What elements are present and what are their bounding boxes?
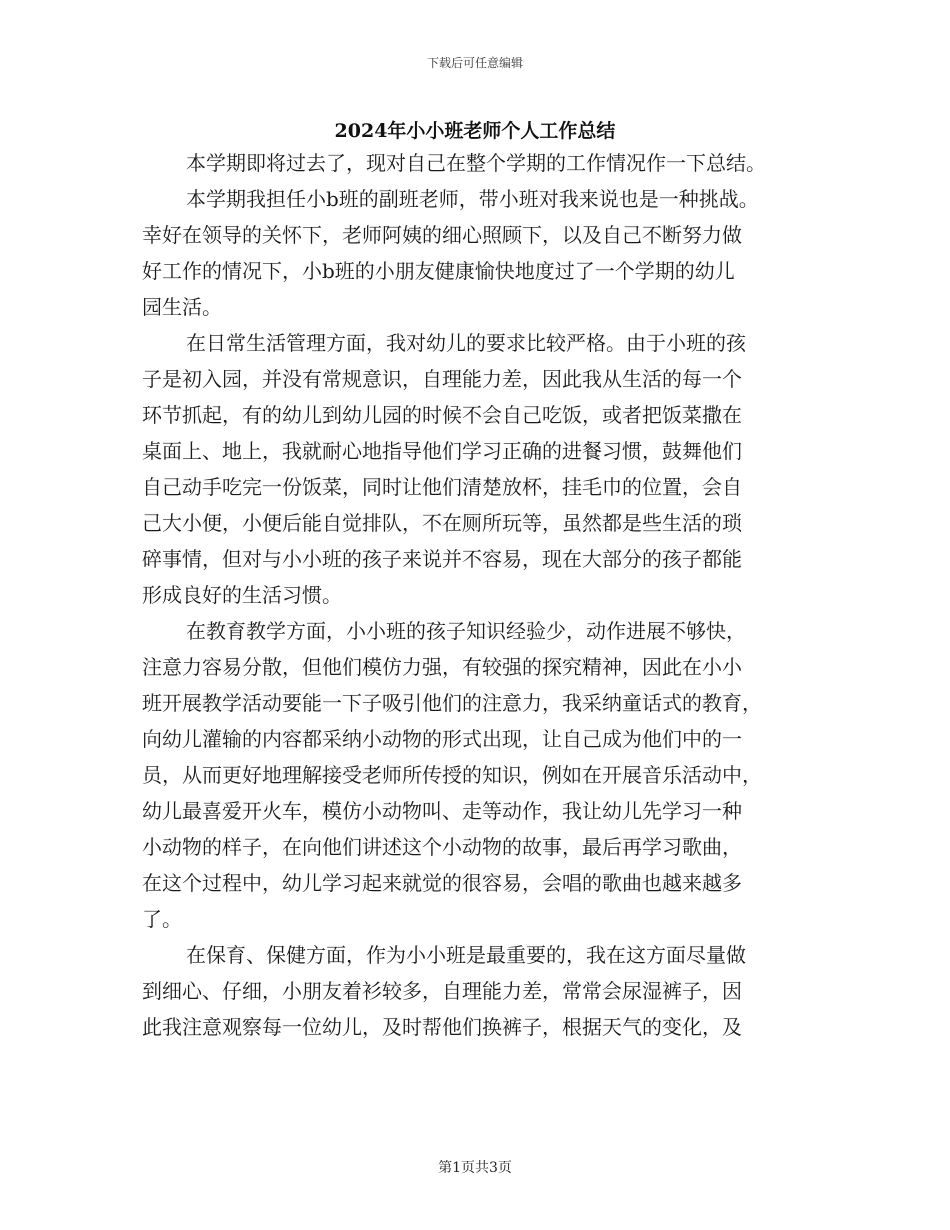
header-note: 下载后可任意编辑 bbox=[426, 56, 523, 70]
body-line: 幼儿最喜爱开火车，模仿小动物叫、走等动作，我让幼儿先学习一种 bbox=[142, 799, 742, 823]
body-line: 本学期即将过去了，现对自己在整个学期的工作情况作一下总结。 bbox=[186, 151, 766, 175]
body-line: 形成良好的生活习惯。 bbox=[142, 583, 342, 607]
body-line: 在教育教学方面，小小班的孩子知识经验少，动作进展不够快， bbox=[186, 619, 746, 643]
document-title: 2024年小小班老师个人工作总结 bbox=[334, 120, 616, 142]
body-line: 注意力容易分散，但他们模仿力强，有较强的探究精神，因此在小小 bbox=[142, 655, 742, 679]
body-line: 子是初入园，并没有常规意识，自理能力差，因此我从生活的每一个 bbox=[142, 367, 742, 391]
body-line: 己大小便，小便后能自觉排队，不在厕所玩等，虽然都是些生活的琐 bbox=[142, 511, 742, 535]
body-line: 在日常生活管理方面，我对幼儿的要求比较严格。由于小班的孩 bbox=[186, 331, 746, 355]
body-line: 到细心、仔细，小朋友着衫较多，自理能力差，常常会尿湿裤子，因 bbox=[142, 979, 742, 1003]
body-line: 在保育、保健方面，作为小小班是最重要的，我在这方面尽量做 bbox=[186, 943, 746, 967]
body-line: 幸好在领导的关怀下，老师阿姨的细心照顾下，以及自己不断努力做 bbox=[142, 223, 742, 247]
body-line: 在这个过程中，幼儿学习起来就觉的很容易，会唱的歌曲也越来越多 bbox=[142, 871, 742, 895]
body-line: 班开展教学活动要能一下子吸引他们的注意力，我采纳童话式的教育， bbox=[142, 691, 762, 715]
body-line: 自己动手吃完一份饭菜，同时让他们清楚放杯，挂毛巾的位置，会自 bbox=[142, 475, 742, 499]
page-footer: 第1页共3页 bbox=[438, 1160, 512, 1176]
body-line: 碎事情，但对与小小班的孩子来说并不容易，现在大部分的孩子都能 bbox=[142, 547, 742, 571]
body-line: 桌面上、地上，我就耐心地指导他们学习正确的进餐习惯，鼓舞他们 bbox=[142, 439, 742, 463]
body-line: 此我注意观察每一位幼儿，及时帮他们换裤子，根据天气的变化，及 bbox=[142, 1015, 742, 1039]
body-line: 了。 bbox=[142, 907, 182, 931]
body-line: 好工作的情况下，小b班的小朋友健康愉快地度过了一个学期的幼儿 bbox=[142, 259, 735, 283]
body-line: 园生活。 bbox=[142, 295, 222, 319]
document-body bbox=[142, 145, 812, 1045]
body-line: 小动物的样子，在向他们讲述这个小动物的故事，最后再学习歌曲， bbox=[142, 835, 742, 859]
body-line: 向幼儿灌输的内容都采纳小动物的形式出现，让自己成为他们中的一 bbox=[142, 727, 742, 751]
body-line: 环节抓起，有的幼儿到幼儿园的时候不会自己吃饭，或者把饭菜撒在 bbox=[142, 403, 742, 427]
body-line: 员，从而更好地理解接受老师所传授的知识，例如在开展音乐活动中， bbox=[142, 763, 762, 787]
body-line: 本学期我担任小b班的副班老师，带小班对我来说也是一种挑战。 bbox=[186, 187, 759, 211]
